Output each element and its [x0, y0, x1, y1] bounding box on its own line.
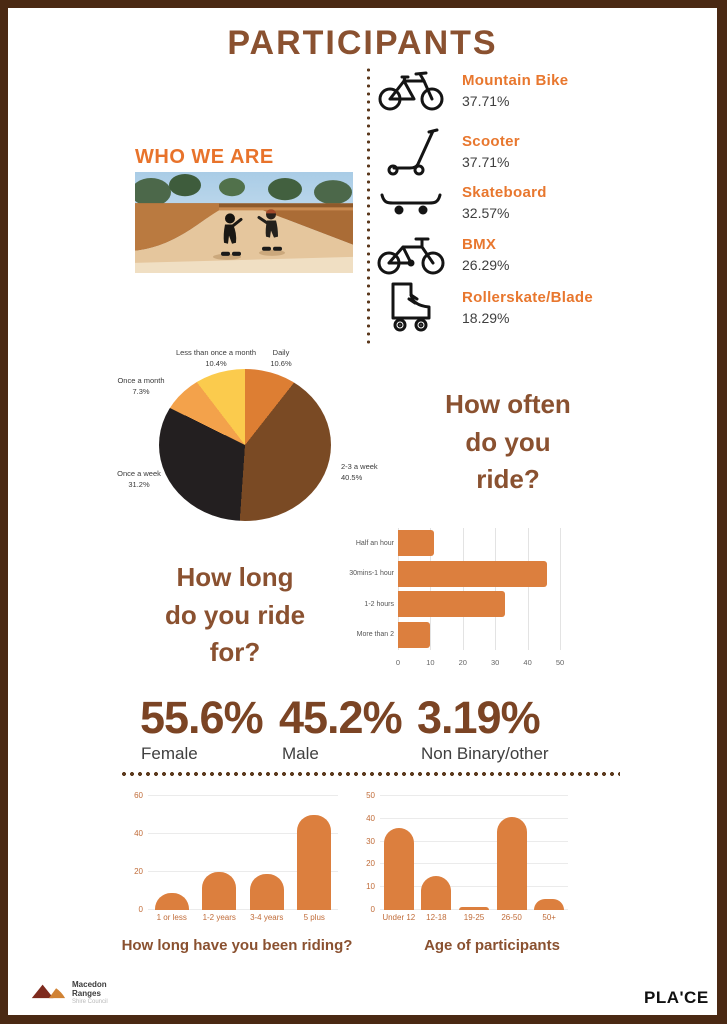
place-logo: PLA'CE: [644, 988, 709, 1007]
equipment-label: Rollerskate/Blade: [462, 288, 593, 306]
y-tick-label: 40: [134, 829, 143, 839]
pie-slice-label-2-3-a-week: 2-3 a week 40.5%: [341, 462, 378, 483]
equipment-item-scooter: [374, 126, 724, 176]
equipment-label: Skateboard: [462, 184, 547, 201]
equipment-percentage: 37.71%: [462, 92, 510, 109]
stat-male-value: 45.2%: [279, 692, 402, 743]
category-label: 1 or less: [156, 913, 187, 922]
stat-male-label: Male: [282, 744, 319, 763]
bar: [497, 817, 527, 910]
bar: [297, 815, 331, 910]
pie-slice-label-once-a-month: Once a month 7.3%: [117, 376, 165, 397]
bar-cell: [149, 796, 195, 910]
bars: [380, 796, 568, 910]
bar-row: [398, 530, 560, 556]
y-tick-label: 0: [370, 905, 375, 914]
y-tick-label: 10: [366, 882, 375, 892]
bar-row: [398, 561, 560, 587]
x-tick-label: 20: [458, 658, 467, 667]
category-label: 3-4 years: [250, 913, 284, 922]
equipment-percentage: 26.29%: [462, 256, 510, 273]
chart-title: Age of participants: [424, 937, 560, 954]
equipment-label: BMX: [462, 235, 497, 253]
bar-chart-plot-area: [398, 528, 560, 650]
bar-cell: [455, 796, 493, 910]
scooter-icon: [374, 126, 448, 176]
bar: [398, 591, 505, 617]
bar: [398, 530, 434, 556]
pie-slice-label-once-a-week: Once a week 31.2%: [117, 469, 161, 490]
equipment-item-mountain-bike: [374, 66, 724, 114]
pie-slice-label-daily: Daily 10.6%: [270, 348, 292, 369]
bar-chart-category-labels: [148, 914, 338, 923]
rollerskate-icon: [374, 280, 448, 334]
bars: [148, 796, 338, 910]
stat-nonbinary-value: 3.19%: [417, 692, 540, 743]
y-tick-label: 50: [366, 791, 375, 800]
equipment-item-rollerskate: [374, 280, 724, 334]
category-label: 50+: [542, 913, 556, 922]
pie-slice-label-less-than-once-a-month: Less than once a month 10.4%: [175, 348, 257, 369]
category-label: 12-18: [426, 913, 447, 922]
category-label: Under 12: [382, 913, 416, 922]
bar: [398, 561, 547, 587]
stat-female-value: 55.6%: [140, 692, 263, 743]
stat-female-label: Female: [141, 744, 198, 763]
equipment-label: Mountain Bike: [462, 71, 569, 89]
bar-chart-category-labels: [346, 528, 394, 650]
gridline: [560, 528, 561, 650]
bmx-icon: [374, 232, 448, 276]
page-title: PARTICIPANTS: [227, 24, 498, 62]
bar-chart-plot-area: [366, 791, 568, 914]
bar-cell: [380, 796, 418, 910]
mountain-logo-icon: [30, 980, 66, 1000]
category-label: 1-2 hours: [364, 600, 394, 608]
category-label: 1-2 years: [202, 913, 236, 922]
bar-chart-x-axis: [395, 658, 565, 668]
macedon-ranges-logo: [30, 980, 108, 1005]
y-tick-label: 20: [366, 859, 375, 869]
who-we-are-heading: WHO WE ARE: [135, 146, 274, 168]
x-tick-label: 10: [426, 658, 435, 667]
x-tick-label: 50: [555, 658, 565, 667]
bar-cell: [530, 796, 568, 910]
category-label: 5 plus: [303, 913, 325, 922]
equipment-label: Scooter: [462, 132, 520, 150]
bar: [534, 899, 564, 910]
bar-rows: [398, 528, 560, 650]
bar: [398, 622, 430, 648]
bar-cell: [244, 796, 290, 910]
bar: [459, 907, 489, 910]
question-how-often: How often do you ride?: [445, 389, 571, 495]
participant-age-bar-chart: [366, 788, 618, 983]
stat-nonbinary-label: Non Binary/other: [421, 744, 549, 763]
bar-chart-category-labels: [380, 914, 568, 923]
bar: [202, 872, 236, 910]
x-tick-label: 40: [523, 658, 532, 667]
x-tick-label: 30: [491, 658, 500, 667]
chart-title: How long have you been riding?: [121, 937, 353, 954]
skatepark-photo-illustration: [135, 172, 353, 273]
ride-duration-bar-chart: [346, 522, 602, 684]
vertical-dotted-divider: [366, 66, 371, 344]
bar: [250, 874, 284, 910]
category-label: 26-50: [501, 913, 522, 922]
bar: [155, 893, 189, 910]
category-label: 30mins-1 hour: [349, 570, 394, 578]
equipment-item-bmx: [374, 232, 724, 276]
category-label: More than 2: [356, 631, 394, 639]
equipment-percentage: 32.57%: [462, 205, 510, 221]
bar-cell: [196, 796, 242, 910]
bar: [384, 828, 414, 910]
x-tick-label: 0: [395, 658, 401, 667]
horizontal-dotted-divider: [120, 771, 620, 777]
bar-cell: [418, 796, 456, 910]
question-how-long: How long do you ride for?: [164, 562, 306, 668]
y-tick-label: 60: [134, 791, 143, 800]
category-label: Half an hour: [355, 539, 394, 547]
y-tick-label: 0: [138, 905, 143, 914]
bar-row: [398, 622, 560, 648]
equipment-percentage: 18.29%: [462, 309, 510, 326]
skatepark-photo: [135, 172, 353, 273]
bar-row: [398, 591, 560, 617]
mountain-bike-icon: [374, 66, 448, 114]
y-tick-label: 20: [134, 867, 143, 877]
y-tick-label: 40: [366, 813, 375, 823]
bar-chart-plot-area: [134, 791, 338, 914]
bar-cell: [493, 796, 531, 910]
bar-cell: [291, 796, 337, 910]
macedon-ranges-logo-text: Macedon Ranges Shire Council: [72, 980, 108, 1006]
ride-frequency-pie-chart: [159, 369, 331, 521]
y-tick-label: 30: [366, 836, 375, 846]
skateboard-icon: [374, 185, 448, 221]
bar: [421, 876, 451, 910]
equipment-item-skateboard: [374, 184, 724, 221]
equipment-percentage: 37.71%: [462, 153, 510, 170]
riding-years-bar-chart: [116, 788, 358, 983]
category-label: 19-25: [463, 913, 485, 922]
